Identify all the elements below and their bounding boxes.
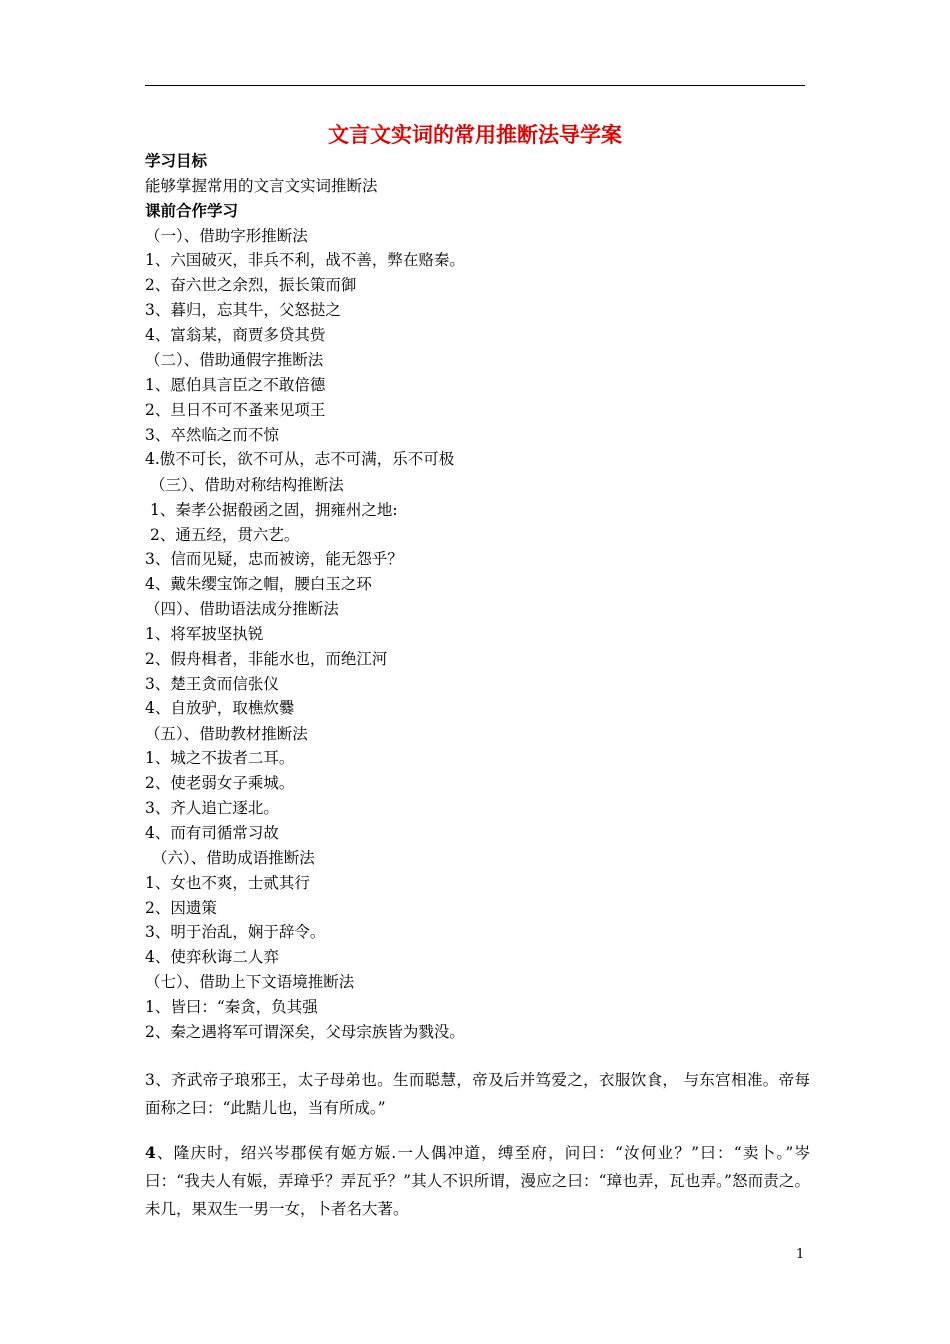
list-item: 2、使老弱女子乘城。	[145, 774, 295, 792]
section-heading: （一）、借助字形推断法	[145, 227, 308, 245]
list-item: 1、女也不爽，士贰其行	[145, 874, 310, 892]
list-item: 2、假舟楫者，非能水也，而绝江河	[145, 650, 388, 668]
section-heading: （五）、借助教材推断法	[145, 725, 308, 743]
passage-4-number: 4	[145, 1143, 156, 1162]
list-item: 3、信而见疑，忠而被谤，能无怨乎？	[145, 550, 403, 568]
section-heading: （三）、借助对称结构推断法	[150, 476, 344, 494]
passage-3: 3、齐武帝子琅邪王，太子母弟也。生而聪慧，帝及后并笃爱之，衣服饮食， 与东宫相准。帝每面称之曰：“此黠儿也，当有所成。”	[145, 1071, 810, 1117]
list-item: 1、六国破灭，非兵不利，战不善，弊在赂秦。	[145, 251, 465, 269]
section-heading: （六）、借助成语推断法	[152, 849, 315, 867]
section-heading: （四）、借助语法成分推断法	[145, 600, 339, 618]
goal-heading: 学习目标	[145, 151, 208, 170]
section-heading: （七）、借助上下文语境推断法	[145, 973, 355, 991]
list-item: 2、通五经，贯六艺。	[150, 526, 300, 544]
list-item: 1、秦孝公据殽函之固，拥雍州之地:	[150, 501, 398, 519]
list-item: 4、使弈秋诲二人弈	[145, 948, 279, 966]
list-item: 2、秦之遇将军可谓深矣，父母宗族皆为戮没。	[145, 1023, 465, 1041]
list-item: 4、富翁某，商贾多贷其赀	[145, 326, 326, 344]
list-item: 4.傲不可长，欲不可从，志不可满，乐不可极	[145, 450, 455, 468]
list-item: 3、明于治乱，娴于辞令。	[145, 923, 326, 941]
study-heading: 课前合作学习	[145, 201, 239, 220]
list-item: 1、皆曰：“秦贪，负其强	[145, 998, 318, 1016]
page-number: 1	[796, 1247, 805, 1262]
list-item: 4、戴朱缨宝饰之帽，腰白玉之环	[145, 575, 372, 593]
list-item: 4、而有司循常习故	[145, 824, 279, 842]
section-heading: （二）、借助通假字推断法	[145, 351, 324, 369]
list-item: 1、愿伯具言臣之不敢倍德	[145, 376, 326, 394]
list-item: 1、城之不拔者二耳。	[145, 749, 295, 767]
list-item: 2、旦日不可不蚤来见项王	[145, 401, 326, 419]
list-item: 2、奋六世之余烈，振长策而御	[145, 276, 357, 294]
passage-4	[145, 1139, 810, 1223]
list-item: 1、将军披坚执锐	[145, 625, 264, 643]
goal-text: 能够掌握常用的文言文实词推断法	[145, 177, 378, 195]
list-item: 3、暮归，忘其牛，父怒挞之	[145, 301, 341, 319]
list-item: 3、齐人追亡逐北。	[145, 799, 279, 817]
page-title: 文言文实词的常用推断法导学案	[328, 122, 622, 147]
list-item: 2、因遗策	[145, 899, 217, 917]
passage-4-text: 、隆庆时，绍兴岑郡侯有姬方娠.一人偶冲道，缚至府，问曰：“汝何业？”曰：“卖卜。”岑曰：“我夫人有娠，弄璋乎？弄瓦乎？”其人不识所谓，漫应之曰：“璋也弄，瓦也弄。”怒而责之。未几，果双生一男一女，卜者名大著。	[145, 1144, 810, 1218]
list-item: 3、卒然临之而不惊	[145, 426, 279, 444]
header-rule	[145, 85, 805, 86]
list-item: 3、楚王贪而信张仪	[145, 675, 279, 693]
list-item: 4、自放驴，取樵炊爨	[145, 699, 295, 717]
